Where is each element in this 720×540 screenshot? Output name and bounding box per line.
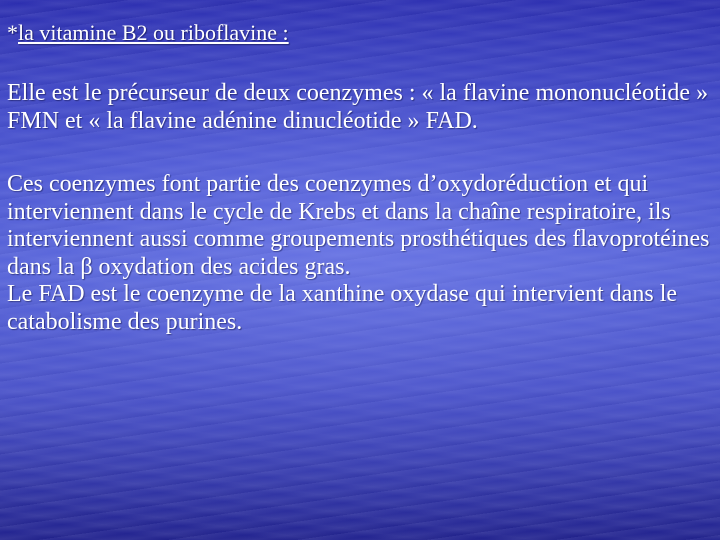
title-prefix: * [7,20,18,45]
paragraph-fad-xanthine: Le FAD est le coenzyme de la xanthine oxydase qui intervient dans le catabolisme des purines. [7,281,678,335]
slide-title [7,20,713,46]
paragraph-precursor [7,80,713,135]
paragraph-spacer [7,135,713,171]
paragraph-precursor-text-c: . [471,107,478,134]
title-text: la vitamine B2 ou riboflavine : [18,20,289,45]
slide-content [7,20,713,336]
paragraph-coenzymes-role: Ces coenzymes font partie des coenzymes d’oxydoréduction et qui interviennent dans le cycle de Krebs et dans la chaîne respiratoire, ils interviennent aussi comme groupements prosthétiques des flavoprotéines dans la β oxydation des acides gras. [7,171,710,280]
fmn-abbreviation: FMN [7,107,60,134]
paragraph-precursor-text-b: et « la flavine adénine dinucléotide » [59,107,426,134]
fad-abbreviation: FAD [425,107,472,134]
paragraph-precursor-text-a: Elle est le précurseur de deux coenzymes : « la flavine mononucléotide » [7,80,709,106]
